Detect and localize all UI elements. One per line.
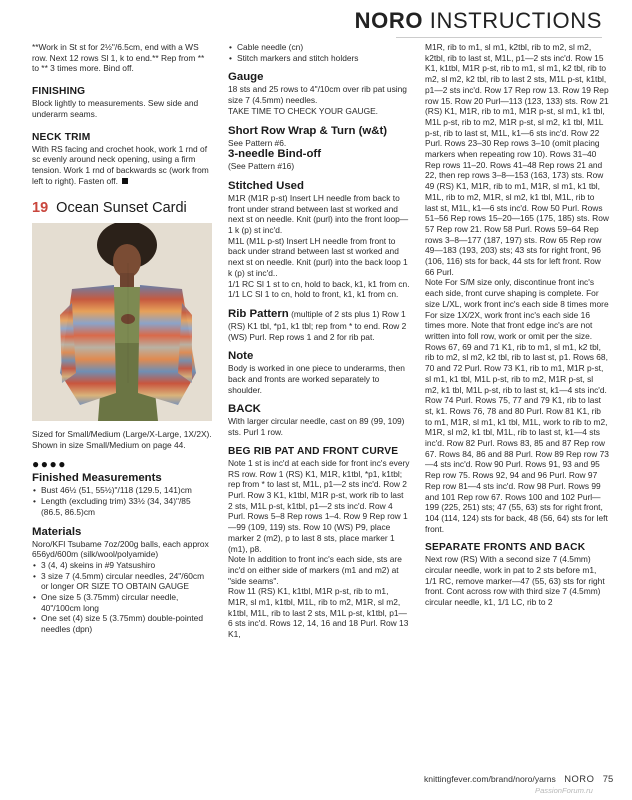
model-photo (32, 223, 212, 421)
finishing-text: Block lightly to measurements. Sew side and underarm seams. (32, 98, 199, 119)
note-text: Body is worked in one piece to underarms, then back and fronts are worked separately to shoulder. (228, 363, 405, 395)
row-11-text: Row 11 (RS) K1, k1tbl, M1R p-st, rib to m1, M1R, sl m1, k1tbl, M1L, rib to m2, M1R, sl m2, k1tbl, M1L, rib to last 2 sts, M1L p-st, k1tbl, p1—6 sts inc'd. Rows 12, 14, 16 and 18 Purl. Row 13 K1, (228, 586, 409, 640)
materials-item: • Cable needle (cn) (228, 42, 410, 53)
materials-text: Noro/KFI Tsubame 7oz/200g balls, each approx 656yd/600m (silk/wool/polyamide) (32, 538, 209, 560)
measurement-item: • Length (excluding trim) 33½ (34, 34)"/85 (86.5, 86.5)cm (32, 496, 212, 517)
header-title: INSTRUCTIONS (429, 8, 602, 33)
materials-item: • 3 size 7 (4.5mm) circular needles, 24"/60cm or longer OR SIZE TO OBTAIN GAUGE (32, 571, 212, 592)
difficulty-dots: ●●●● (32, 456, 67, 471)
stitch-definition: 1/1 RC Sl 1 st to cn, hold to back, k1, k1 from cn. (228, 278, 410, 289)
materials-item: • One set (4) size 5 (3.75mm) double-pointed needles (dpn) (32, 613, 212, 634)
measurements-heading: Finished Measurements (32, 472, 162, 485)
stitch-definition: 1/1 LC Sl 1 to cn, hold to front, k1, k1 from cn. (228, 289, 399, 300)
rib-text: (multiple of 2 sts plus 1) Row 1 (RS) K1 tbl, *p1, k1 tbl; rep from * to end. Row 2 (WS) Purl. Rep rows 1 and 2 for rib pat. (228, 308, 407, 342)
pattern-name: Ocean Sunset Cardi (56, 200, 187, 217)
rib-pattern (228, 308, 410, 342)
page-number: 75 (602, 773, 614, 784)
header-rule (396, 37, 602, 38)
footer-brand: NORO (564, 773, 595, 784)
materials-item: • 3 (4, 4) skeins in #9 Yatsushiro (32, 560, 212, 571)
column-3 (425, 42, 609, 608)
short-row-heading: Short Row Wrap & Turn (w&t) (228, 124, 388, 137)
neck-trim-paragraph (32, 144, 212, 187)
size-note: Note For S/M size only, discontinue front inc's each side, front curve shaping is complete. For size L/XL, work front inc's each side 8 times more For size 1X/2X, work front inc's each side 16 times more. Note that front edge inc's are not written into foll row, work or omit per the size. (425, 277, 609, 341)
page-header (355, 8, 602, 34)
measurement-item: • Bust 46½ (51, 55½)"/118 (129.5, 141)cm (32, 485, 212, 496)
back-text: With larger circular needle, cast on 89 (99, 109) sts. Purl 1 row. (228, 416, 405, 438)
gauge-caps: TAKE TIME TO CHECK YOUR GAUGE. (228, 105, 379, 116)
note-2-text: Note In addition to front inc's each side, sts are inc'd on either side of markers (m1 and m2) at "side seams". (228, 554, 402, 586)
rows-continued: M1R, rib to m1, sl m1, k2tbl, rib to m2, sl m2, k2tbl, rib to last st, M1L, p1—2 sts inc'd. Row 15 K1, k1tbl, M1R p-st, rib to m1, sl m1, k2 tbl, rib to m2, sl m2, k2 tbl, rib to last 2 sts, M1L p-st, k1tbl, p1—2 sts inc'd. Row 17 Rep row 13. Row 19 Rep row 15. Row 20 Purl—113 (123, 133) sts. Row 21 (RS) K1, M1R, rib to m1, M1R p-st, sl m1, k1 tbl, M1L p-st, rib to m2, M1R p-st, sl m2, k1 tbl, M1L p-st, rib to last st, M1L, k1—6 sts inc'd. Row 22 Purl. Rows 23–30 Rep rows 3–10 (omit placing markers when repeating row 10). Rows 31–40 Rep rows 11–20. Rows 41–48 Rep rows 21 and 22, then rep rows 3–8—153 (163, 173) sts. Row 49 (RS) K1, M1R, rib to m1, M1R, sl m1, k1 tbl, M1L, rib to m2, M1R, sl m2, k1 tbl, M1L, rib to last st, M1L, k1—6 sts inc'd. Row 50 Purl. Rows 51–56 Rep rows 15–20—165 (175, 185) sts. Row 57 Rep row 21. Row 58 Purl. Rows 59–64 Rep rows 3–8—177 (187, 197) sts. Row 65 Rep row 49—183 (193, 203) sts; 43 sts for right front, 96 (106, 116) sts for back, 44 sts for left front. Row 66 Purl. (425, 42, 609, 277)
watermark: PassionForum.ru (535, 786, 593, 795)
model-photo-illustration (32, 223, 212, 421)
pattern-title (32, 200, 212, 217)
column-1 (32, 42, 212, 635)
bind-off-text: (See Pattern #16) (228, 161, 295, 172)
column-2 (228, 42, 410, 640)
stitch-definition: M1L (M1L p-st) Insert LH needle from front to back under strand between last st worked and next st on needle. Knit (purl) into the back loop 1 k (p) st inc'd.. (228, 235, 408, 278)
separate-text: Next row (RS) With a second size 7 (4.5mm) circular needle, work in pat to 2 sts before m1, 1/1 RC, remove marker—47 (55, 63) sts for right front. Cont across row with third size 7 (4.5mm) circular needle, k1, 1/1 LC, rib to 2 (425, 554, 605, 608)
header-brand: NORO (354, 8, 424, 33)
intro-text: **Work in St st for 2½"/6.5cm, end with a WS row. Next 12 rows Sl 1, k to end.** Rep from ** to ** 3 times more. Bind off. (32, 42, 205, 74)
materials-item: • Stitch markers and stitch holders (228, 53, 410, 64)
size-caption: Sized for Small/Medium (Large/X-Large, 1X/2X). Shown in size Small/Medium on page 44. (32, 429, 212, 451)
stitch-definition: M1R (M1R p-st) Insert LH needle from back to front under strand between last st worked and next st on needle. Knit (purl) into the front loop—1 k (p) st inc'd. (228, 192, 409, 236)
separate-heading: SEPARATE FRONTS AND BACK (425, 542, 586, 554)
rib-front-curve-heading: BEG RIB PAT AND FRONT CURVE (228, 445, 399, 457)
footer-url[interactable]: knittingfever.com/brand/noro/yarns (424, 774, 556, 784)
neck-trim-text: With RS facing and crochet hook, work 1 rnd of sc evenly around neck opening, using a firm tension. Work 1 rnd of backwards sc (work from left to right). Fasten off. (32, 143, 209, 186)
rib-front-curve-text: Note 1 st is inc'd at each side for front inc's every RS row. Row 1 (RS) K1, M1R, k1tbl, *p1, k1tbl; rep from * to last st, M1L, p1—2 sts inc'd. Row 2 Purl. Row 3 K1, k1tbl, M1R p-st, work rib to last 2 sts, M1L p-st, k1tbl, p1—2 sts inc'd. Row 4 Purl. Rows 5–8 Rep rows 1–4. Row 9 Rep row 1—99 (109, 119) sts. Row 10 (WS) P9, place marker 2 (m2), p to last 8 sts, place marker 1 (m1), p8. (228, 457, 410, 554)
stitches-heading: Stitched Used (228, 179, 304, 192)
finishing-heading: FINISHING (32, 86, 86, 98)
back-heading: BACK (228, 403, 261, 416)
materials-heading: Materials (32, 525, 82, 538)
note-heading: Note (228, 350, 254, 363)
pattern-number: 19 (32, 200, 49, 217)
gauge-text: 18 sts and 25 rows to 4"/10cm over rib pat using size 7 (4.5mm) needles. (228, 84, 407, 106)
bind-off-heading: 3-needle Bind-off (228, 148, 322, 161)
short-row-text: See Pattern #6. (228, 137, 287, 148)
neck-trim-heading: NECK TRIM (32, 131, 91, 143)
rows-67-102: Rows 67, 69 and 71 K1, rib to m1, sl m1, k2 tbl, rib to m2, sl m2, k2 tbl, rib to last st, p1. Rows 68, 70 and 72 Purl. Row 73 K1, rib to m1, M1R p-st, sl m1, k1 tbl, M1L p-st, rib to m2, M1R p-st, sl m2, k1 tbl, M1L p-st, rib to last st, k1—4 sts inc'd. Row 74 Purl. Rows 75, 77 and 79 K1, rib to last st, k1. Rows 76, 78 and 80 Purl. Row 81 K1, rib to m1, M1R, sl m1, k1 tbl, M1L, work to rib to m2, M1R, sl m2, k1 tbl, M1L, rib to last st, k1—4 sts inc'd. Row 82 Purl. Rows 83, 85 and 87 Rep row 67. Rows 84, 86 and 88 Purl. Row 89 Rep row 73—4 sts inc'd. Row 90 Purl. Rows 91, 93 and 95 Rep row 75. Rows 92, 94 and 96 Purl. Row 97 Rep row 81—4 sts inc'd. Row 98 Purl. Rows 99 and 101 Rep row 67. Rows 100 and 102 Purl—199 (225, 251) sts; 47 (55, 63) sts for right front, 104 (114, 124) sts for back, 48 (56, 64) sts for left front. (425, 341, 609, 534)
page-footer (424, 773, 613, 784)
rib-heading: Rib Pattern (228, 307, 289, 320)
end-square-icon (122, 178, 128, 184)
gauge-heading: Gauge (228, 71, 264, 84)
materials-item: • One size 5 (3.75mm) circular needle, 40"/100cm long (32, 592, 212, 613)
